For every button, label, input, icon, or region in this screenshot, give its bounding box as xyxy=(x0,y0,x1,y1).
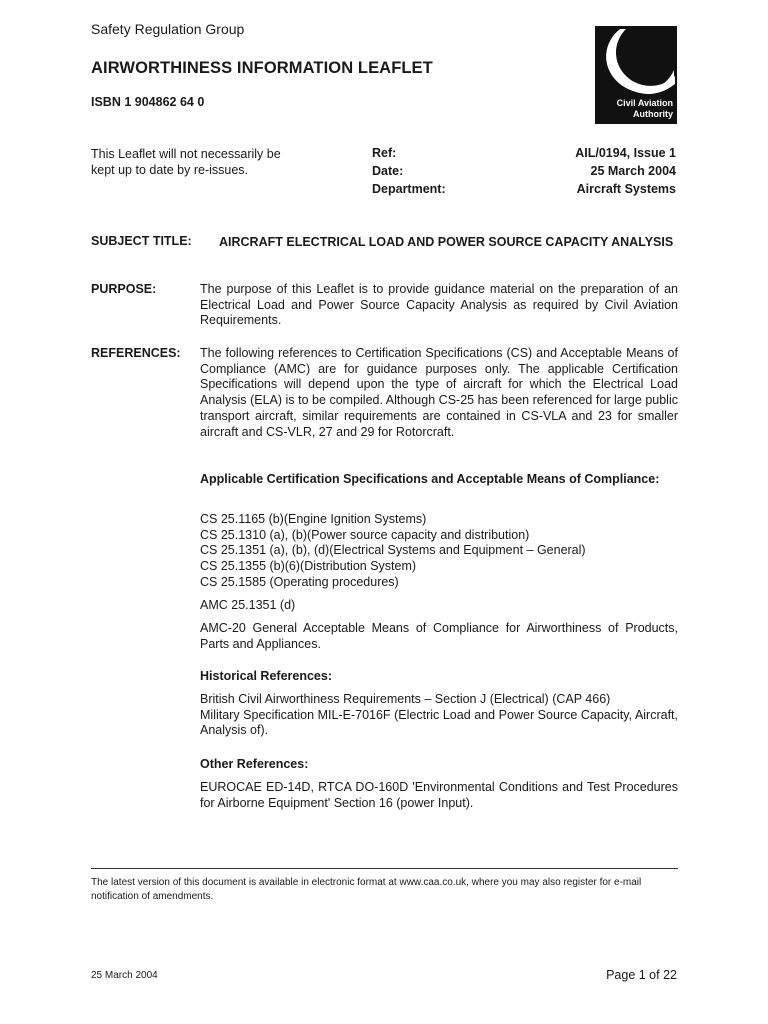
subject-title: AIRCRAFT ELECTRICAL LOAD AND POWER SOURCE CAPACITY ANALYSIS xyxy=(219,235,674,249)
caa-logo xyxy=(595,26,677,124)
department-value: Aircraft Systems xyxy=(576,182,676,196)
logo-line-2: Authority xyxy=(633,109,673,119)
isbn: ISBN 1 904862 64 0 xyxy=(91,95,205,109)
purpose-label: PURPOSE: xyxy=(91,282,157,296)
cs-list xyxy=(200,512,678,591)
references-label: REFERENCES: xyxy=(91,346,181,360)
footer-divider xyxy=(91,868,678,869)
amc20-text: AMC-20 General Acceptable Means of Compliance for Airworthiness of Products, Parts and Appliances. xyxy=(200,621,678,651)
list-item: British Civil Airworthiness Requirements – Section J (Electrical) (CAP 466) xyxy=(200,692,611,706)
applicable-heading: Applicable Certification Specifications and Acceptable Means of Compliance: xyxy=(200,472,660,486)
logo-text xyxy=(595,98,673,120)
list-item: Military Specification MIL-E-7016F (Electric Load and Power Source Capacity, Aircraft, Analysis of). xyxy=(200,707,678,738)
amc-item: AMC 25.1351 (d) xyxy=(200,598,296,612)
date-label: Date: xyxy=(372,164,404,178)
revision-note: This Leaflet will not necessarily be kept up to date by re-issues. xyxy=(91,147,281,177)
historical-list xyxy=(200,692,678,739)
historical-heading: Historical References: xyxy=(200,669,333,683)
ref-label: Ref: xyxy=(372,146,397,160)
date-value: 25 March 2004 xyxy=(590,164,676,178)
logo-line-1: Civil Aviation xyxy=(616,98,673,108)
department-label: Department: xyxy=(372,182,446,196)
purpose-text: The purpose of this Leaflet is to provide guidance material on the preparation of an Electrical Load and Power Source Capacity Analysis as required by Civil Aviation Requirements. xyxy=(200,282,678,328)
meta-values xyxy=(575,144,676,198)
list-item: CS 25.1165 (b)(Engine Ignition Systems) xyxy=(200,512,427,526)
other-heading: Other References: xyxy=(200,757,309,771)
list-item: CS 25.1355 (b)(6)(Distribution System) xyxy=(200,559,417,574)
other-text: EUROCAE ED-14D, RTCA DO-160D 'Environmental Conditions and Test Procedures for Airborne Equipment' Section 16 (power Input). xyxy=(200,780,678,810)
list-item: CS 25.1585 (Operating procedures) xyxy=(200,574,399,589)
page-number: Page 1 of 22 xyxy=(606,968,677,982)
meta-labels xyxy=(372,144,446,198)
document-title: AIRWORTHINESS INFORMATION LEAFLET xyxy=(91,59,433,77)
footer-note: The latest version of this document is available in electronic format at www.caa.co.uk, where you may also register for e-mail notification of amendments. xyxy=(91,877,642,902)
references-text: The following references to Certification Specifications (CS) and Acceptable Means of Compliance (AMC) are for guidance purposes only. The applicable Certification Specifications will depend upon the type of aircraft for which the Electrical Load Analysis (ELA) is to be compiled. Although CS-25 has been referenced for large public transport aircraft, similar requirements are contained in CS-VLA and 23 for smaller aircraft and CS-VLR, 27 and 29 for Rotorcraft. xyxy=(200,346,678,439)
subject-label: SUBJECT TITLE: xyxy=(91,234,192,248)
ref-value: AIL/0194, Issue 1 xyxy=(575,146,676,160)
footer-date: 25 March 2004 xyxy=(91,970,158,981)
group-name: Safety Regulation Group xyxy=(91,21,245,37)
list-item: CS 25.1310 (a), (b)(Power source capacity and distribution) xyxy=(200,527,530,542)
list-item: CS 25.1351 (a), (b), (d)(Electrical Systems and Equipment – General) xyxy=(200,543,586,558)
